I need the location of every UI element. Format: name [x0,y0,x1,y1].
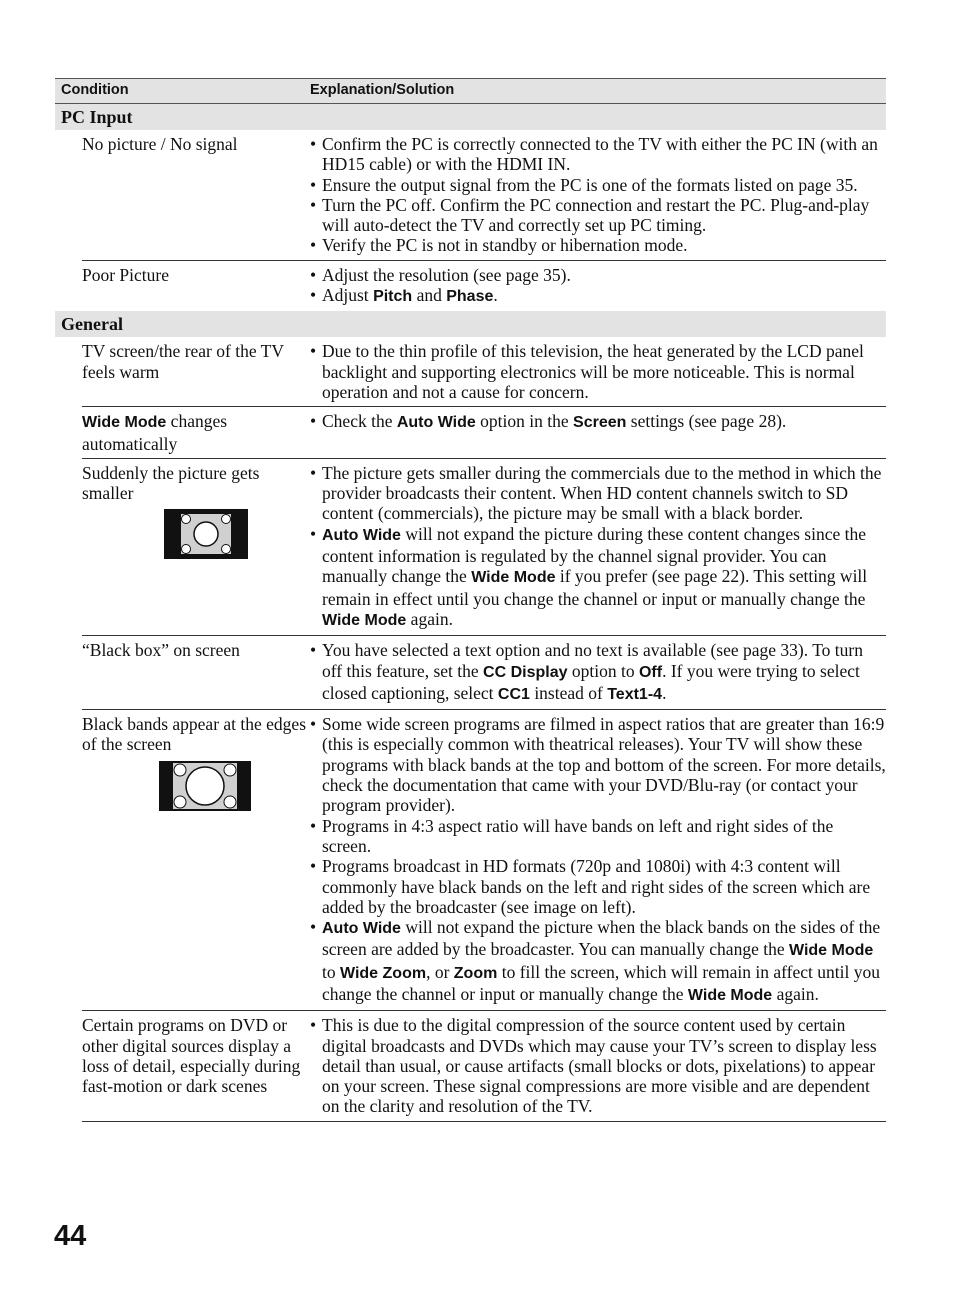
ui-term-phase: Phase [446,288,494,306]
bullet: • The picture gets smaller during the commercials due to the method in which the provider broadcasts their content. When HD content channels switch to SD content (commercials), the picture may be small with a black border. [310,463,886,524]
bullet: • Programs in 4:3 aspect ratio will have bands on left and right sides of the screen. [310,816,886,857]
bullet: • Programs broadcast in HD formats (720p and 1080i) with 4:3 content will commonly have black bands on the left and right sides of the screen which are added by the broadcaster (see image on left). [310,856,886,917]
ui-term-pitch: Pitch [373,288,413,306]
bullet: • Adjust Pitch and Phase. [310,285,886,307]
section-title-general: General [55,311,886,337]
table-row [82,261,886,312]
explanation-cell [310,463,886,631]
side-black-bands-icon [159,761,251,811]
table-row [82,407,886,459]
condition-cell: “Black box” on screen [82,640,240,661]
bullet: • Confirm the PC is correctly connected to the TV with either the PC IN (with an HD15 cable) or with the HDMI IN. [310,134,886,175]
condition-cell: Black bands appear at the edges of the screen [82,714,310,1006]
table-row [82,459,886,636]
table-row [82,337,886,407]
explanation-cell [310,265,886,308]
condition-cell: Suddenly the picture gets smaller [82,463,310,631]
condition-cell: Certain programs on DVD or other digital sources display a loss of detail, especially during fast-motion or dark scenes [82,1015,301,1097]
table-row [82,130,886,261]
explanation-cell [310,134,886,256]
bullet: • Auto Wide will not expand the picture when the black bands on the sides of the screen are added by the broadcaster. You can manually change the Wide Mode to Wide Zoom, or Zoom to fill the screen, which will remain in affect until you change the channel or input or manually change the Wide Mode again. [310,917,886,1006]
section-title-pc-input: PC Input [55,104,886,130]
page-number: 44 [54,1220,87,1252]
bullet: • You have selected a text option and no text is available (see page 33). To turn off this feature, set the CC Display option to Off. If you were trying to select closed captioning, select CC1 instead of Text1-4. [310,640,886,705]
bullet: • This is due to the digital compression of the source content used by certain digital broadcasts and DVDs which may cause your TV’s screen to display less detail than usual, or cause artifacts (small blocks or dots, pixelations) to appear on your screen. These signal compressions are more visible and are dependent on the clarity and resolution of the TV. [310,1015,886,1116]
condition-cell: Wide Mode changes automatically [82,411,228,454]
header-explanation: Explanation/Solution [310,82,455,98]
bullet: • Some wide screen programs are filmed in aspect ratios that are greater than 16:9 (this is especially common with theatrical releases). Your TV will show these programs with black bands at the top and bottom of the screen. For more details, check the documentation that came with your DVD/Blu-ray (or contact your program provider). [310,714,886,815]
bullet: • Adjust the resolution (see page 35). [310,265,886,285]
explanation-cell [310,1015,886,1116]
condition-cell: No picture / No signal [82,134,238,154]
bullet: • Ensure the output signal from the PC is one of the formats listed on page 35. [310,175,886,195]
ui-term-wide-mode: Wide Mode [82,414,167,432]
explanation-cell [310,341,886,402]
bullet: • Due to the thin profile of this television, the heat generated by the LCD panel backlight and supporting electronics will be more noticeable. This is normal operation and not a cause for concern. [310,341,886,402]
bullet: • Turn the PC off. Confirm the PC connection and restart the PC. Plug-and-play will auto-detect the TV and correctly set up PC timing. [310,195,886,236]
troubleshooting-table [55,78,886,1122]
condition-cell: TV screen/the rear of the TV feels warm [82,341,284,382]
bullet: • Check the Auto Wide option in the Screen settings (see page 28). [310,411,886,433]
table-row [82,636,886,710]
bullet: • Verify the PC is not in standby or hibernation mode. [310,235,886,255]
table-row [82,1011,886,1121]
bullet: • Auto Wide will not expand the picture during these content changes since the content information is regulated by the channel signal provider. You can manually change the Wide Mode if you prefer (see page 22). This setting will remain in effect until you change the channel or input or manually change the Wide Mode again. [310,524,886,631]
explanation-cell [310,411,886,454]
condition-cell: Poor Picture [82,264,170,285]
header-condition: Condition [61,82,129,98]
table-row [82,710,886,1011]
table-header [55,78,886,104]
explanation-cell [310,640,886,705]
small-picture-black-border-icon [164,509,248,559]
explanation-cell [310,714,886,1006]
